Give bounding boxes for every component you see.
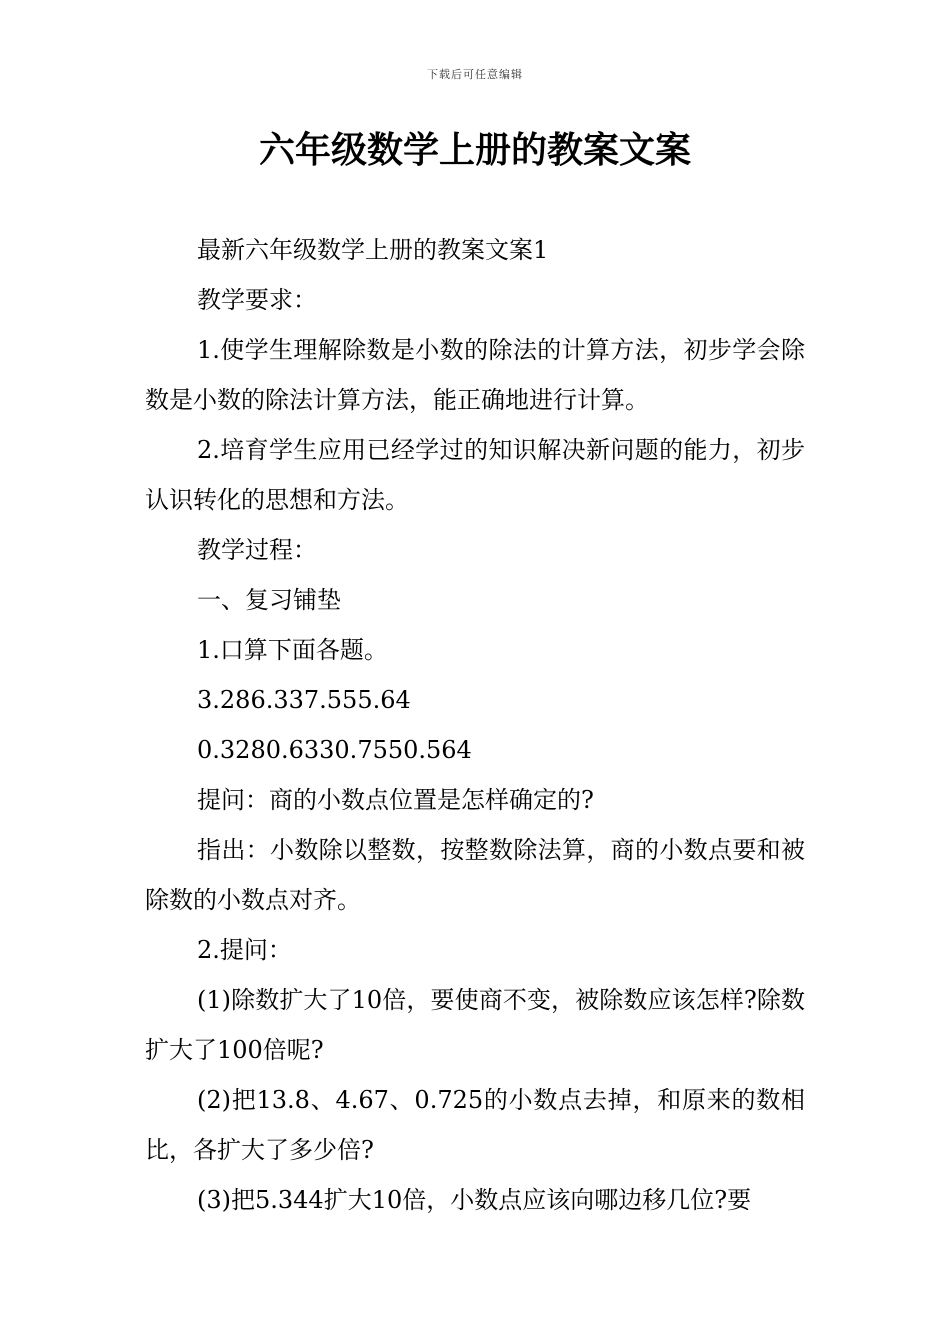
paragraph: 教学过程： bbox=[197, 536, 317, 564]
paragraph: 指出：小数除以整数，按整数除法算，商的小数点要和被除数的小数点对齐。 bbox=[145, 836, 805, 914]
paragraph: 最新六年级数学上册的教案文案1 bbox=[197, 236, 549, 264]
paragraph: 教学要求： bbox=[197, 286, 317, 314]
paragraph: 1.口算下面各题。 bbox=[197, 636, 388, 664]
paragraph: (3)把5.344扩大10倍，小数点应该向哪边移几位?要 bbox=[197, 1186, 752, 1214]
paragraph: 2.提问： bbox=[197, 936, 292, 964]
header-note: 下载后可任意编辑 bbox=[427, 68, 523, 81]
paragraph: 2.培育学生应用已经学过的知识解决新问题的能力，初步认识转化的思想和方法。 bbox=[145, 436, 805, 514]
paragraph: 1.使学生理解除数是小数的除法的计算方法，初步学会除数是小数的除法计算方法，能正确地进行计算。 bbox=[145, 336, 805, 414]
paragraph: (1)除数扩大了10倍，要使商不变，被除数应该怎样?除数扩大了100倍呢? bbox=[145, 986, 805, 1064]
paragraph: 3.286.337.555.64 bbox=[197, 686, 411, 714]
paragraph: 0.3280.6330.7550.564 bbox=[197, 736, 472, 764]
paragraph: 提问：商的小数点位置是怎样确定的? bbox=[197, 786, 594, 814]
paragraph: (2)把13.8、4.67、0.725的小数点去掉，和原来的数相比，各扩大了多少倍? bbox=[145, 1086, 805, 1164]
document-body bbox=[145, 225, 805, 1225]
document-title: 六年级数学上册的教案文案 bbox=[258, 130, 691, 171]
paragraph: 一、复习铺垫 bbox=[197, 586, 341, 614]
